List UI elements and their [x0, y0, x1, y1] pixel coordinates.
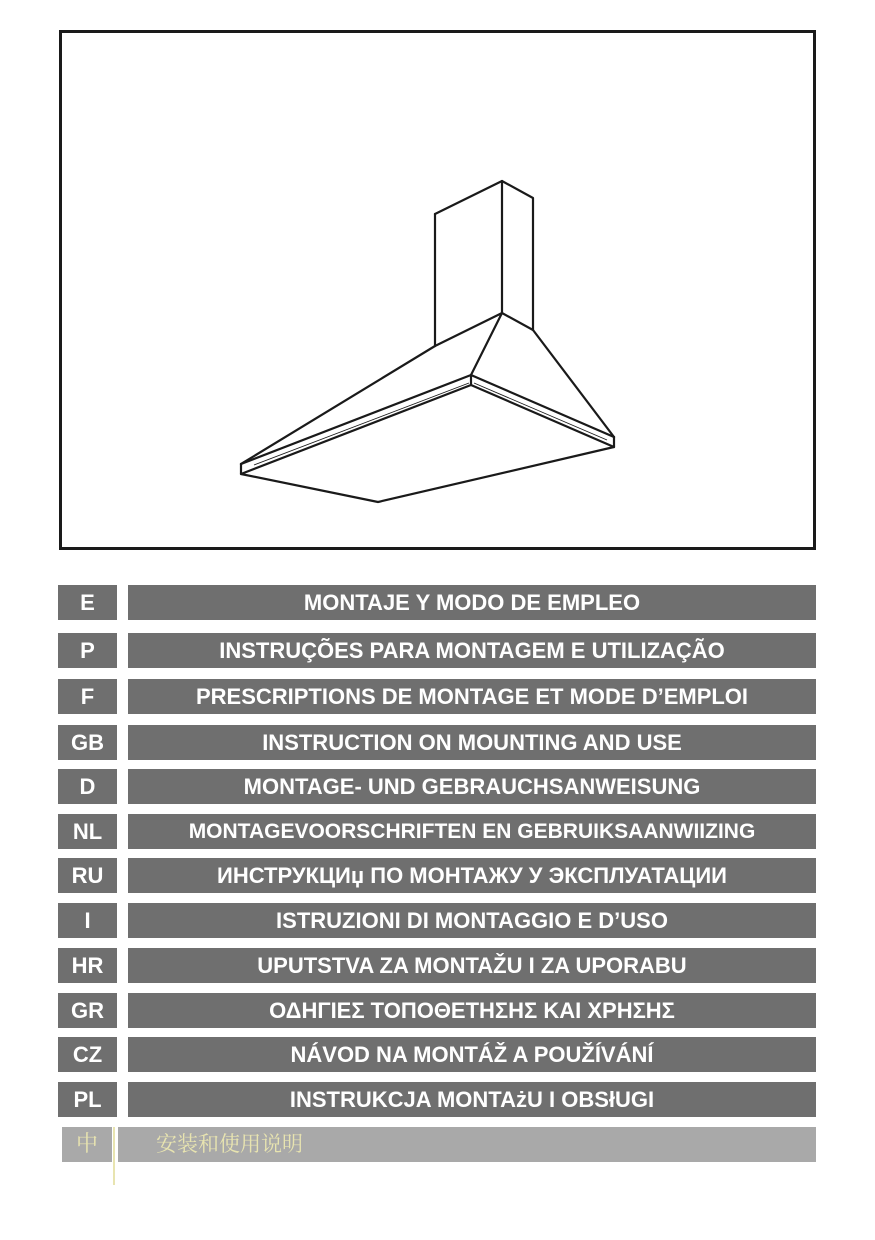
language-code: E — [58, 585, 117, 620]
language-title: INSTRUKCJA MONTAżU I OBSłUGI — [128, 1082, 816, 1117]
canopy-top-edge — [435, 313, 502, 346]
language-title: NÁVOD NA MONTÁŽ A POUŽÍVÁNÍ — [128, 1037, 816, 1072]
language-title: ISTRUZIONI DI MONTAGGIO E D’USO — [128, 903, 816, 938]
language-title: UPUTSTVA ZA MONTAŽU I ZA UPORABU — [128, 948, 816, 983]
language-code: HR — [58, 948, 117, 983]
language-row-nl — [58, 814, 816, 849]
language-row-d — [58, 769, 816, 804]
language-title: ΟΔΗΓΙΕΣ ΤΟΠΟΘΕΤΗΣΗΣ ΚΑΙ ΧΡΗΣΗΣ — [128, 993, 816, 1028]
language-code: I — [58, 903, 117, 938]
language-row-gb — [58, 725, 816, 760]
language-row-ru — [58, 858, 816, 893]
canopy-base-lip — [241, 437, 614, 502]
language-title: 安装和使用说明 — [118, 1127, 816, 1162]
language-row-gr — [58, 993, 816, 1028]
language-row-zh — [58, 1127, 816, 1162]
language-code: P — [58, 633, 117, 668]
language-code: PL — [58, 1082, 117, 1117]
language-code: NL — [58, 814, 117, 849]
language-row-p — [58, 633, 816, 668]
product-illustration-frame — [59, 30, 816, 550]
language-code: GB — [58, 725, 117, 760]
cooker-hood-illustration — [62, 33, 813, 547]
language-row-i — [58, 903, 816, 938]
language-title: MONTAJE Y MODO DE EMPLEO — [128, 585, 816, 620]
language-row-f — [58, 679, 816, 714]
language-row-e — [58, 585, 816, 620]
language-title: PRESCRIPTIONS DE MONTAGE ET MODE D’EMPLOI — [128, 679, 816, 714]
language-title: INSTRUCTION ON MOUNTING AND USE — [128, 725, 816, 760]
language-code: D — [58, 769, 117, 804]
language-title: ИНСТРУКЦИџ ПО МОНТАЖУ У ЭКСПЛУАТАЦИИ — [128, 858, 816, 893]
language-row-cz — [58, 1037, 816, 1072]
canopy-left-edge — [241, 346, 435, 464]
language-code: RU — [58, 858, 117, 893]
canopy-front-ridge — [471, 313, 502, 375]
language-code: CZ — [58, 1037, 117, 1072]
language-row-pl — [58, 1082, 816, 1117]
canopy-right-edge — [502, 313, 614, 437]
language-title: MONTAGE- UND GEBRAUCHSANWEISUNG — [128, 769, 816, 804]
language-row-hr — [58, 948, 816, 983]
language-code: 中 — [62, 1127, 112, 1162]
language-title: INSTRUÇÕES PARA MONTAGEM E UTILIZAÇÃO — [128, 633, 816, 668]
divider — [113, 1127, 115, 1185]
language-title: MONTAGEVOORSCHRIFTEN EN GEBRUIKSAANWIIZING — [128, 814, 816, 849]
language-code: F — [58, 679, 117, 714]
chimney-top — [435, 181, 533, 330]
language-code: GR — [58, 993, 117, 1028]
